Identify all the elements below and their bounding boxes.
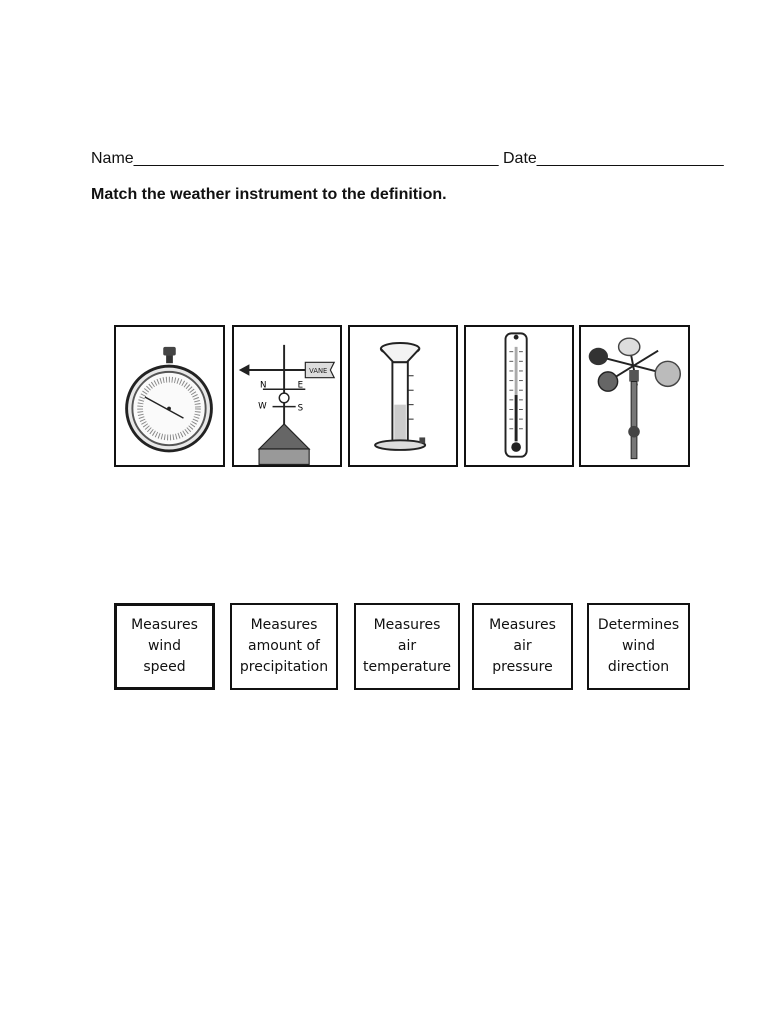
definition-line: Measures [373, 617, 441, 633]
name-label: Name [91, 150, 134, 167]
definition-line: Measures [131, 617, 198, 633]
definition-line: air [513, 638, 532, 654]
image-card-anemometer [579, 325, 690, 467]
vane-label: VANE [309, 366, 328, 375]
definition-card-wind-speed[interactable] [114, 603, 215, 690]
definition-line: precipitation [239, 659, 329, 675]
definition-line: air [397, 638, 417, 654]
definition-card-precipitation[interactable] [230, 603, 338, 690]
image-card-rain-gauge [348, 325, 458, 467]
anemometer-icon [581, 327, 688, 465]
definition-line: amount of [248, 638, 320, 654]
image-card-weather-vane [232, 325, 342, 467]
definition-line: pressure [492, 659, 553, 675]
definition-line: Measures [250, 617, 318, 633]
date-blank[interactable]: _____________________ [536, 150, 724, 167]
barometer-icon [116, 327, 223, 465]
date-label: Date [502, 150, 537, 167]
definition-line: Measures [489, 617, 556, 633]
weather-vane-icon [234, 327, 340, 465]
image-card-barometer [114, 325, 225, 467]
definition-line: Determines [597, 617, 680, 633]
definition-line: temperature [363, 659, 451, 675]
rain-gauge-icon [350, 327, 456, 465]
instructions: Match the weather instrument to the definition. [91, 186, 447, 203]
definition-line: direction [607, 659, 670, 675]
definition-line: wind [621, 638, 656, 654]
compass-s: S [297, 403, 304, 414]
definition-line: speed [143, 659, 186, 675]
compass-n: N [260, 380, 267, 391]
name-blank[interactable]: _________________________________________ [133, 150, 499, 167]
definition-line: wind [147, 638, 182, 654]
name-date-line [91, 150, 724, 168]
image-card-thermometer [464, 325, 574, 467]
thermometer-icon [466, 327, 572, 465]
compass-e: E [297, 380, 304, 391]
compass-w: W [258, 401, 267, 412]
definition-card-wind-direction[interactable] [587, 603, 690, 690]
definition-card-air-temperature[interactable] [354, 603, 460, 690]
definition-card-air-pressure[interactable] [472, 603, 573, 690]
